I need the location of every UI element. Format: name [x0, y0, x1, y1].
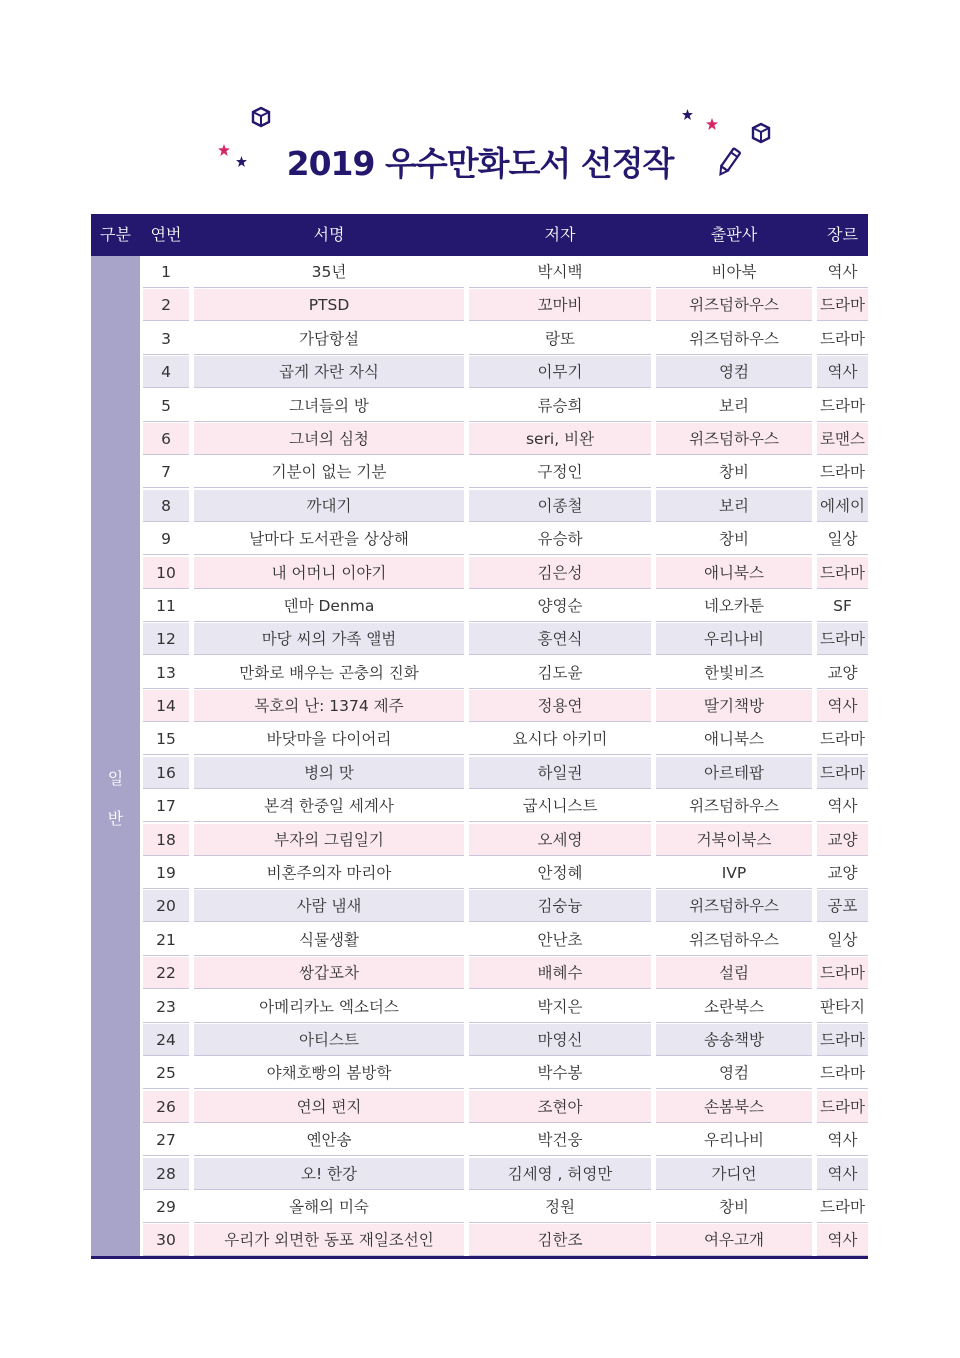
table-row: [140, 256, 868, 289]
row-title: 쌍갑포차: [194, 957, 464, 989]
row-title: 식물생활: [194, 924, 464, 956]
row-author: 김세영 , 허영만: [469, 1158, 651, 1190]
row-title: PTSD: [194, 289, 464, 321]
row-publisher: 보리: [656, 390, 812, 422]
row-genre: 역사: [817, 790, 868, 822]
row-publisher: 위즈덤하우스: [656, 924, 812, 956]
row-publisher: 위즈덤하우스: [656, 790, 812, 822]
row-author: 하일권: [469, 757, 651, 789]
table-row: [140, 1057, 868, 1090]
table-row: [140, 890, 868, 923]
row-genre: 역사: [817, 1158, 868, 1190]
table-row: [140, 1224, 868, 1257]
row-genre: 일상: [817, 924, 868, 956]
header-publisher: 출판사: [710, 225, 758, 244]
row-title: 우리가 외면한 동포 재일조선인: [194, 1224, 464, 1256]
row-title: 날마다 도서관을 상상해: [194, 523, 464, 555]
row-genre: 판타지: [817, 991, 868, 1023]
row-publisher: 영컴: [656, 356, 812, 388]
header-author: 저자: [544, 225, 576, 244]
row-author: 김은성: [469, 557, 651, 589]
page-title: 2019 우수만화도서 선정작: [286, 144, 674, 183]
row-no: 13: [143, 657, 189, 689]
row-genre: 드라마: [817, 1024, 868, 1056]
row-no: 25: [143, 1057, 189, 1089]
row-title: 마당 씨의 가족 앨범: [194, 623, 464, 655]
row-publisher: 가디언: [656, 1158, 812, 1190]
row-publisher: 위즈덤하우스: [656, 323, 812, 355]
table-row: [140, 590, 868, 623]
row-genre: 드라마: [817, 623, 868, 655]
row-no: 3: [143, 323, 189, 355]
row-genre: 교양: [817, 824, 868, 856]
row-publisher: 네오카툰: [656, 590, 812, 622]
table-row: [140, 824, 868, 857]
row-title: 올해의 미숙: [194, 1191, 464, 1223]
row-author: 정용연: [469, 690, 651, 722]
row-title: 그녀의 심청: [194, 423, 464, 455]
row-no: 9: [143, 523, 189, 555]
row-author: 배혜수: [469, 957, 651, 989]
row-author: 조현아: [469, 1091, 651, 1123]
table-header: [91, 214, 868, 256]
category-label-2: 반: [107, 809, 124, 828]
row-genre: 드라마: [817, 1057, 868, 1089]
row-title: 곱게 자란 자식: [194, 356, 464, 388]
row-no: 24: [143, 1024, 189, 1056]
table-row: [140, 390, 868, 423]
row-title: 35년: [194, 256, 464, 288]
row-author: 안난초: [469, 924, 651, 956]
row-title: 야채호빵의 봄방학: [194, 1057, 464, 1089]
row-author: 꼬마비: [469, 289, 651, 321]
table-body: [140, 256, 868, 1258]
row-author: 굽시니스트: [469, 790, 651, 822]
row-title: 아티스트: [194, 1024, 464, 1056]
row-author: seri, 비완: [469, 423, 651, 455]
table-row: [140, 657, 868, 690]
row-author: 김한조: [469, 1224, 651, 1256]
row-title: 바닷마을 다이어리: [194, 723, 464, 755]
table-row: [140, 423, 868, 456]
row-publisher: 창비: [656, 523, 812, 555]
row-title: 내 어머니 이야기: [194, 557, 464, 589]
row-no: 16: [143, 757, 189, 789]
row-no: 26: [143, 1091, 189, 1123]
row-publisher: 창비: [656, 456, 812, 488]
row-publisher: 여우고개: [656, 1224, 812, 1256]
row-no: 12: [143, 623, 189, 655]
row-author: 박시백: [469, 256, 651, 288]
row-publisher: 딸기책방: [656, 690, 812, 722]
row-genre: 드라마: [817, 456, 868, 488]
table-row: [140, 323, 868, 356]
table-row: [140, 924, 868, 957]
row-author: 류승희: [469, 390, 651, 422]
table-row: [140, 790, 868, 823]
table-row: [140, 1191, 868, 1224]
row-author: 박지은: [469, 991, 651, 1023]
row-publisher: 손봄북스: [656, 1091, 812, 1123]
row-genre: 일상: [817, 523, 868, 555]
table-row: [140, 356, 868, 389]
row-genre: SF: [817, 590, 868, 622]
header-category: 구분: [100, 225, 131, 244]
row-genre: 드라마: [817, 1091, 868, 1123]
row-genre: 교양: [817, 857, 868, 889]
row-title: 그녀들의 방: [194, 390, 464, 422]
row-genre: 드라마: [817, 1191, 868, 1223]
row-author: 이종철: [469, 490, 651, 522]
row-title: 오! 한강: [194, 1158, 464, 1190]
table-row: [140, 623, 868, 656]
row-genre: 드라마: [817, 557, 868, 589]
row-no: 6: [143, 423, 189, 455]
table-bottom-rule: [91, 1256, 868, 1259]
row-genre: 역사: [817, 356, 868, 388]
row-publisher: 비아북: [656, 256, 812, 288]
row-no: 5: [143, 390, 189, 422]
header-genre: 장르: [827, 225, 858, 244]
row-no: 15: [143, 723, 189, 755]
row-publisher: 송송책방: [656, 1024, 812, 1056]
table-row: [140, 757, 868, 790]
row-no: 23: [143, 991, 189, 1023]
row-no: 30: [143, 1224, 189, 1256]
row-title: 병의 맛: [194, 757, 464, 789]
row-no: 28: [143, 1158, 189, 1190]
row-genre: 로맨스: [817, 423, 868, 455]
row-publisher: 창비: [656, 1191, 812, 1223]
row-genre: 역사: [817, 690, 868, 722]
table-row: [140, 1091, 868, 1124]
row-author: 이무기: [469, 356, 651, 388]
row-author: 안정혜: [469, 857, 651, 889]
row-no: 2: [143, 289, 189, 321]
table-row: [140, 1124, 868, 1157]
table-row: [140, 690, 868, 723]
row-title: 연의 편지: [194, 1091, 464, 1123]
row-genre: 드라마: [817, 289, 868, 321]
row-title: 부자의 그림일기: [194, 824, 464, 856]
row-genre: 드라마: [817, 390, 868, 422]
row-publisher: 보리: [656, 490, 812, 522]
row-genre: 드라마: [817, 757, 868, 789]
row-author: 양영순: [469, 590, 651, 622]
row-no: 19: [143, 857, 189, 889]
row-author: 정원: [469, 1191, 651, 1223]
row-publisher: 거북이북스: [656, 824, 812, 856]
row-author: 마영신: [469, 1024, 651, 1056]
row-publisher: 영컴: [656, 1057, 812, 1089]
row-genre: 교양: [817, 657, 868, 689]
row-title: 가담항설: [194, 323, 464, 355]
table-row: [140, 991, 868, 1024]
star-pink-icon: [706, 118, 718, 130]
row-author: 오세영: [469, 824, 651, 856]
row-no: 1: [143, 256, 189, 288]
row-publisher: 애니북스: [656, 557, 812, 589]
row-author: 김도윤: [469, 657, 651, 689]
table-row: [140, 957, 868, 990]
table-row: [140, 857, 868, 890]
row-publisher: 한빛비즈: [656, 657, 812, 689]
header-no: 연번: [150, 225, 182, 244]
row-no: 18: [143, 824, 189, 856]
table-row: [140, 289, 868, 322]
row-no: 8: [143, 490, 189, 522]
row-no: 20: [143, 890, 189, 922]
row-author: 홍연식: [469, 623, 651, 655]
row-publisher: 애니북스: [656, 723, 812, 755]
category-label-1: 일: [107, 769, 124, 788]
row-genre: 역사: [817, 256, 868, 288]
row-title: 비혼주의자 마리아: [194, 857, 464, 889]
row-title: 사람 냄새: [194, 890, 464, 922]
table-row: [140, 1158, 868, 1191]
table-row: [140, 723, 868, 756]
table-row: [140, 1024, 868, 1057]
row-genre: 공포: [817, 890, 868, 922]
table-row: [140, 523, 868, 556]
table-row: [140, 557, 868, 590]
row-author: 김숭늉: [469, 890, 651, 922]
row-no: 27: [143, 1124, 189, 1156]
selection-table: [91, 214, 868, 1250]
row-author: 요시다 아키미: [469, 723, 651, 755]
category-cell: [91, 256, 140, 1258]
row-genre: 드라마: [817, 723, 868, 755]
row-no: 4: [143, 356, 189, 388]
row-title: 아메리카노 엑소더스: [194, 991, 464, 1023]
table-row: [140, 490, 868, 523]
row-title: 까대기: [194, 490, 464, 522]
row-author: 랑또: [469, 323, 651, 355]
row-author: 박건웅: [469, 1124, 651, 1156]
cube-icon: [250, 106, 272, 128]
row-title: 목호의 난: 1374 제주: [194, 690, 464, 722]
row-title: 본격 한중일 세계사: [194, 790, 464, 822]
row-publisher: 위즈덤하우스: [656, 289, 812, 321]
header-title: 서명: [313, 225, 345, 244]
row-author: 유승하: [469, 523, 651, 555]
row-title: 기분이 없는 기분: [194, 456, 464, 488]
row-publisher: 우리나비: [656, 1124, 812, 1156]
row-genre: 에세이: [817, 490, 868, 522]
row-publisher: 아르테팝: [656, 757, 812, 789]
row-publisher: 설림: [656, 957, 812, 989]
row-genre: 드라마: [817, 957, 868, 989]
row-no: 21: [143, 924, 189, 956]
row-no: 14: [143, 690, 189, 722]
title-area: [0, 100, 960, 200]
row-no: 7: [143, 456, 189, 488]
row-author: 구정인: [469, 456, 651, 488]
table-row: [140, 456, 868, 489]
row-no: 22: [143, 957, 189, 989]
row-publisher: 위즈덤하우스: [656, 890, 812, 922]
row-genre: 드라마: [817, 323, 868, 355]
row-publisher: 우리나비: [656, 623, 812, 655]
row-no: 29: [143, 1191, 189, 1223]
row-no: 10: [143, 557, 189, 589]
star-navy-icon: [682, 109, 693, 120]
row-title: 만화로 배우는 곤충의 진화: [194, 657, 464, 689]
row-title: 덴마 Denma: [194, 590, 464, 622]
row-genre: 역사: [817, 1224, 868, 1256]
row-publisher: 위즈덤하우스: [656, 423, 812, 455]
row-title: 옌안송: [194, 1124, 464, 1156]
row-no: 17: [143, 790, 189, 822]
row-author: 박수봉: [469, 1057, 651, 1089]
row-no: 11: [143, 590, 189, 622]
row-publisher: 소란북스: [656, 991, 812, 1023]
row-genre: 역사: [817, 1124, 868, 1156]
row-publisher: IVP: [656, 857, 812, 889]
